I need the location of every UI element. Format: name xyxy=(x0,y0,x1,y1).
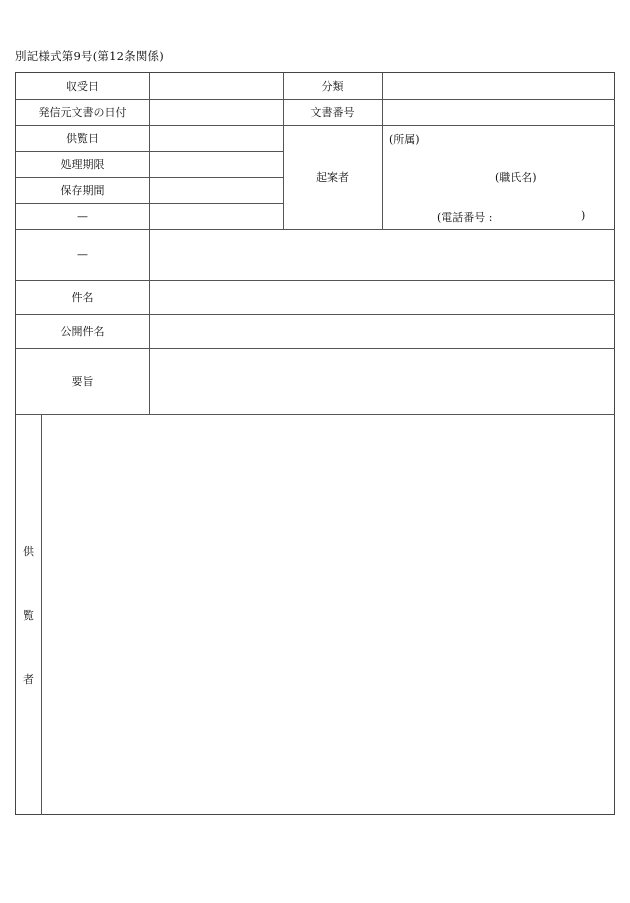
processing-deadline-field[interactable] xyxy=(150,151,283,177)
public-subject-field[interactable] xyxy=(150,314,615,348)
position-name-label: (職氏名) xyxy=(495,171,537,184)
blank-row-a-label: — xyxy=(77,209,88,223)
summary-label: 要旨 xyxy=(71,375,94,388)
subject-label: 件名 xyxy=(71,291,94,304)
classification-label: 分類 xyxy=(321,80,344,93)
reviewers-char: 覧 xyxy=(23,608,34,622)
document-form xyxy=(15,72,615,815)
phone-label: (電話番号 : xyxy=(437,211,493,224)
sender-doc-date-label: 発信元文書の日付 xyxy=(38,106,127,119)
blank-row-a-field[interactable] xyxy=(150,203,283,229)
classification-field[interactable] xyxy=(383,73,615,99)
public-subject-label: 公開件名 xyxy=(60,325,105,338)
reviewers-char: 者 xyxy=(23,672,34,686)
reviewers-label xyxy=(16,414,41,815)
retention-period-field[interactable] xyxy=(150,177,283,203)
reviewers-char: 供 xyxy=(23,544,34,558)
blank-row-b-label: — xyxy=(77,248,88,261)
phone-close-paren: ) xyxy=(581,209,586,222)
drafter-label: 起案者 xyxy=(316,171,349,184)
blank-row-b-field[interactable] xyxy=(150,229,615,280)
affiliation-label: (所属) xyxy=(389,133,420,146)
review-date-field[interactable] xyxy=(150,125,283,151)
received-date-field[interactable] xyxy=(150,73,283,99)
received-date-label: 収受日 xyxy=(66,80,99,93)
retention-period-label: 保存期間 xyxy=(60,184,105,197)
sender-doc-date-field[interactable] xyxy=(150,99,283,125)
review-date-label: 供覧日 xyxy=(66,132,99,145)
form-title: 別記様式第9号(第12条関係) xyxy=(15,49,164,63)
subject-field[interactable] xyxy=(150,280,615,314)
doc-number-label: 文書番号 xyxy=(310,106,355,119)
doc-number-field[interactable] xyxy=(383,99,615,125)
processing-deadline-label: 処理期限 xyxy=(60,158,105,171)
reviewers-field[interactable] xyxy=(42,415,615,815)
summary-field[interactable] xyxy=(150,348,615,414)
